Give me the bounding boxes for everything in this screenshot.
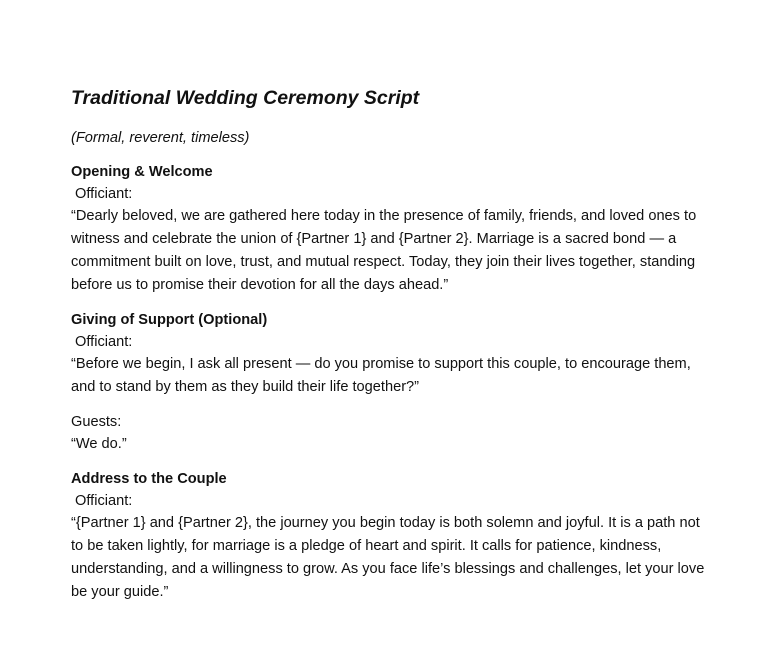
- speech-text: “Before we begin, I ask all present — do you promise to support this couple, to encourage them, and to stand by them as they build their life together?”: [71, 356, 691, 395]
- section-heading: Giving of Support (Optional): [71, 312, 268, 328]
- document-page: [71, 86, 711, 616]
- speaker-label: Officiant:: [75, 186, 133, 202]
- section-opening-welcome: [71, 161, 711, 297]
- speech-text: “We do.”: [71, 436, 127, 452]
- section-heading: Opening & Welcome: [71, 164, 213, 180]
- document-title: Traditional Wedding Ceremony Script: [71, 87, 420, 109]
- section-giving-of-support: [71, 309, 711, 399]
- speech-text: “{Partner 1} and {Partner 2}, the journey you begin today is both solemn and joyful. It is a path not to be taken lightly, for marriage is a pledge of heart and spirit. It calls for patience, kindness, understanding, and a willingness to grow. As you face life’s blessings and challenges, let your love be your guide.”: [71, 515, 705, 600]
- section-address-to-couple: [71, 468, 711, 604]
- speaker-label: Officiant:: [75, 334, 133, 350]
- speech-text: “Dearly beloved, we are gathered here today in the presence of family, friends, and loved ones to witness and celebrate the union of {Partner 1} and {Partner 2}. Marriage is a sacred bond — a commitment built on love, trust, and mutual respect. Today, they join their lives together, standing before us to promise their devotion for all the days ahead.”: [71, 208, 697, 293]
- section-heading: Address to the Couple: [71, 471, 227, 487]
- speaker-label: Guests:: [71, 414, 122, 430]
- speaker-label: Officiant:: [75, 493, 133, 509]
- document-subtitle: (Formal, reverent, timeless): [71, 130, 250, 146]
- section-guests-response: [71, 411, 711, 456]
